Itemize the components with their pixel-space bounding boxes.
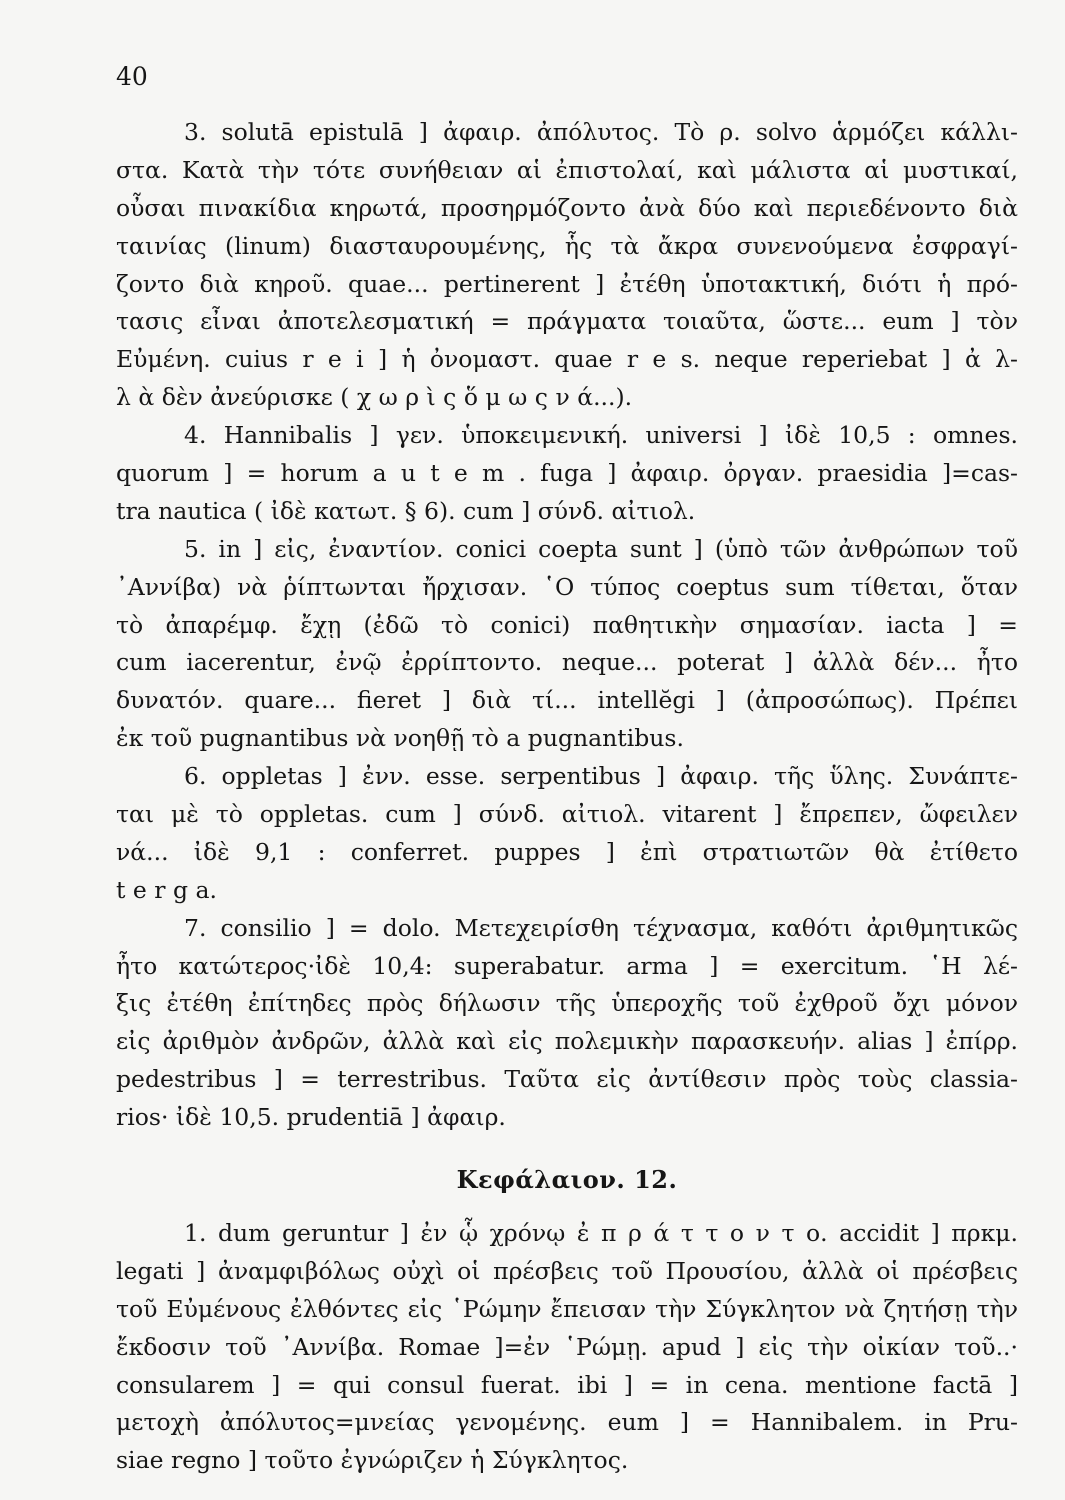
text-line: ξις ἐτέθη ἐπίτηδες πρὸς δήλωσιν τῆς ὑπεροχῆς τοῦ ἐχθροῦ ὄχι μόνον	[116, 989, 1018, 1018]
text-line: 4. Hannibalis ] γεν. ὑποκειμενική. universi ] ἰδὲ 10,5 : omnes.	[184, 421, 1018, 450]
text-line: μετοχὴ ἀπόλυτος=μνείας γενομένης. eum ] = Hannibalem. in Pru-	[116, 1408, 1018, 1437]
text-line: οὖσαι πινακίδια κηρωτά, προσηρμόζοντο ἀνὰ δύο καὶ περιεδένοντο διὰ	[116, 193, 1018, 222]
text-line: siae regno ] τοῦτο ἐγνώριζεν ἡ Σύγκλητος.	[116, 1446, 629, 1475]
text-line: δυνατόν. quare... fieret ] διὰ τί... intellĕgi ] (ἀπροσώπως). Πρέπει	[116, 686, 1018, 715]
text-line: τασις εἶναι ἀποτελεσματική = πράγματα τοιαῦτα, ὥστε... eum ] τὸν	[116, 307, 1018, 336]
text-line: tra nautica ( ἰδὲ κατωτ. § 6). cum ] σύνδ. αἰτιολ.	[116, 496, 696, 525]
text-line: Εὐμένη. cuius r e i ] ἡ ὀνομαστ. quae r e s. neque reperiebat ] ἀ λ-	[116, 345, 1018, 374]
text-line: τοῦ Εὐμένους ἐλθόντες εἰς ῾Ρώμην ἔπεισαν τὴν Σύγκλητον νὰ ζητήσῃ τὴν	[116, 1294, 1018, 1323]
text-line: ζοντο διὰ κηροῦ. quae... pertinerent ] ἐτέθη ὑποτακτική, διότι ἡ πρό-	[116, 269, 1018, 298]
notes-chapter-11	[116, 114, 1018, 1137]
text-line: ἐκ τοῦ pugnantibus νὰ νοηθῇ τὸ a pugnantibus.	[116, 724, 684, 753]
text-line: λ ὰ δὲν ἀνεύρισκε ( χ ω ρ ὶ ς ὅ μ ω ς ν ά...).	[116, 383, 633, 412]
text-line: quorum ] = horum a u t e m . fuga ] ἀφαιρ. ὀργαν. praesidia ]=cas-	[116, 459, 1018, 488]
text-line: 6. oppletas ] ἐνν. esse. serpentibus ] ἀφαιρ. τῆς ὕλης. Συνάπτε-	[184, 762, 1018, 791]
text-line: τὸ ἀπαρέμφ. ἔχῃ (ἐδῶ τὸ conici) παθητικὴν σημασίαν. iacta ] =	[116, 610, 1018, 639]
text-line: 1. dum geruntur ] ἐν ᾧ χρόνῳ ἐ π ρ ά τ τ ο ν τ ο. accidit ] πρκμ.	[184, 1218, 1018, 1247]
text-line: legati ] ἀναμφιβόλως οὐχὶ οἱ πρέσβεις τοῦ Προυσίου, ἀλλὰ οἱ πρέσβεις	[116, 1256, 1018, 1285]
text-line: ἦτο κατώτερος·ἰδὲ 10,4: superabatur. arma ] = exercitum. ῾Η λέ-	[116, 951, 1018, 980]
text-line: consularem ] = qui consul fuerat. ibi ] = in cena. mentione factā ]	[116, 1370, 1018, 1399]
text-line: t e r g a.	[116, 875, 217, 904]
text-line: εἰς ἀριθμὸν ἀνδρῶν, ἀλλὰ καὶ εἰς πολεμικὴν παρασκευήν. alias ] ἐπίρρ.	[116, 1027, 1018, 1056]
commentary-text	[116, 114, 1018, 1480]
text-line: στα. Κατὰ τὴν τότε συνήθειαν αἱ ἐπιστολαί, καὶ μάλιστα αἱ μυστικαί,	[116, 155, 1018, 184]
text-line: ἔκδοσιν τοῦ ᾿Αννίβα. Romae ]=ἐν ῾Ρώμῃ. apud ] εἰς τὴν οἰκίαν τοῦ..·	[116, 1332, 1018, 1361]
text-line: ᾿Αννίβα) νὰ ῥίπτωνται ἤρχισαν. ῾Ο τύπος coeptus sum τίθεται, ὅταν	[116, 572, 1018, 601]
text-line: 3. solutā epistulā ] ἀφαιρ. ἀπόλυτος. Τὸ ρ. solvo ἁρμόζει κάλλι-	[184, 118, 1018, 146]
text-line: cum iacerentur, ἐνῷ ἐρρίπτοντο. neque... poterat ] ἀλλὰ δέν... ἦτο	[116, 648, 1018, 677]
page-number: 40	[116, 62, 148, 91]
text-line: 5. in ] εἰς, ἐναντίον. conici coepta sunt ] (ὑπὸ τῶν ἀνθρώπων τοῦ	[184, 534, 1018, 563]
notes-chapter-12	[116, 1215, 1018, 1480]
text-line: 7. consilio ] = dolo. Μετεχειρίσθη τέχνασμα, καθότι ἀριθμητικῶς	[184, 913, 1018, 942]
text-line: pedestribus ] = terrestribus. Ταῦτα εἰς ἀντίθεσιν πρὸς τοὺς classia-	[116, 1065, 1018, 1094]
text-line: ται μὲ τὸ oppletas. cum ] σύνδ. αἰτιολ. vitarent ] ἔπρεπεν, ὤφειλεν	[116, 800, 1018, 829]
text-line: rios· ἰδὲ 10,5. prudentiā ] ἀφαιρ.	[116, 1103, 506, 1132]
text-line: νά... ἰδὲ 9,1 : conferret. puppes ] ἐπὶ στρατιωτῶν θὰ ἐτίθετο	[116, 837, 1018, 866]
text-line: ταινίας (linum) διασταυρουμένης, ἧς τὰ ἄκρα συνενούμενα ἐσφραγί-	[116, 231, 1018, 260]
chapter-heading: Κεφάλαιον. 12.	[456, 1165, 678, 1195]
